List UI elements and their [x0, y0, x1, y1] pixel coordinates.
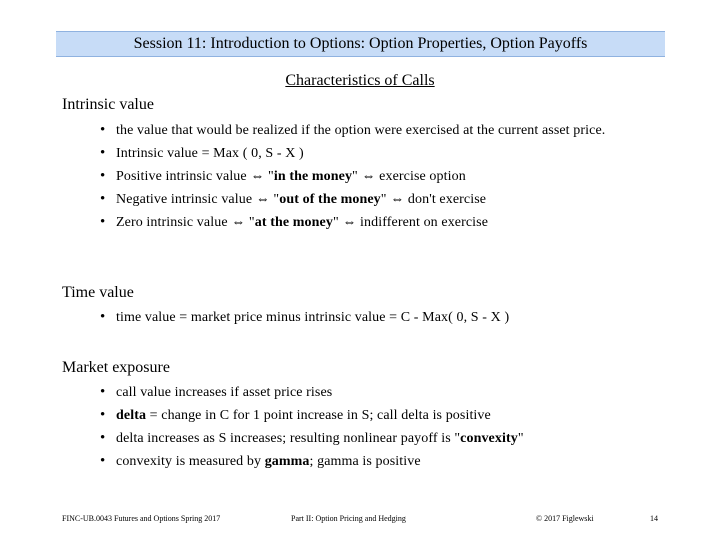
intrinsic-value-list: [100, 122, 640, 237]
page-number: 14: [650, 514, 658, 523]
footer-course: FINC-UB.0043 Futures and Options Spring 2017: [62, 514, 221, 523]
list-item: • Positive intrinsic value ⇔ "in the money" ⇔ exercise option: [100, 168, 466, 184]
list-item: • convexity is measured by gamma; gamma is positive: [100, 453, 421, 469]
bullet-icon: •: [100, 407, 106, 423]
bullet-icon: •: [100, 122, 106, 138]
list-item: • Negative intrinsic value ⇔ "out of the money" ⇔ don't exercise: [100, 191, 487, 207]
slide-title: Session 11: Introduction to Options: Option Properties, Option Payoffs: [133, 35, 588, 52]
list-item: • delta increases as S increases; resulting nonlinear payoff is "convexity": [100, 430, 524, 446]
bullet-icon: •: [100, 191, 106, 207]
section-heading-time-value: Time value: [62, 284, 134, 301]
bullet-icon: •: [100, 384, 106, 400]
list-item: • time value = market price minus intrinsic value = C - Max( 0, S - X ): [100, 309, 510, 325]
footer-copyright: © 2017 Figlewski: [536, 514, 594, 523]
bullet-icon: •: [100, 430, 106, 446]
time-value-list: [100, 309, 640, 332]
bullet-icon: •: [100, 168, 106, 184]
subtitle: Characteristics of Calls: [285, 72, 435, 89]
list-item: • the value that would be realized if the option were exercised at the current asset price.: [100, 122, 606, 138]
market-exposure-list: [100, 384, 640, 476]
list-item: • Zero intrinsic value ⇔ "at the money" ⇔ indifferent on exercise: [100, 214, 489, 230]
bullet-icon: •: [100, 309, 106, 325]
list-item: • call value increases if asset price rises: [100, 384, 333, 400]
section-heading-market-exposure: Market exposure: [62, 359, 170, 376]
list-item: • Intrinsic value = Max ( 0, S - X ): [100, 145, 304, 161]
header-bar: [56, 31, 665, 57]
bullet-icon: •: [100, 145, 106, 161]
section-heading-intrinsic-value: Intrinsic value: [62, 96, 154, 113]
bullet-icon: •: [100, 453, 106, 469]
footer-part: Part II: Option Pricing and Hedging: [291, 514, 406, 523]
bullet-icon: •: [100, 214, 106, 230]
list-item: • delta = change in C for 1 point increase in S; call delta is positive: [100, 407, 491, 423]
